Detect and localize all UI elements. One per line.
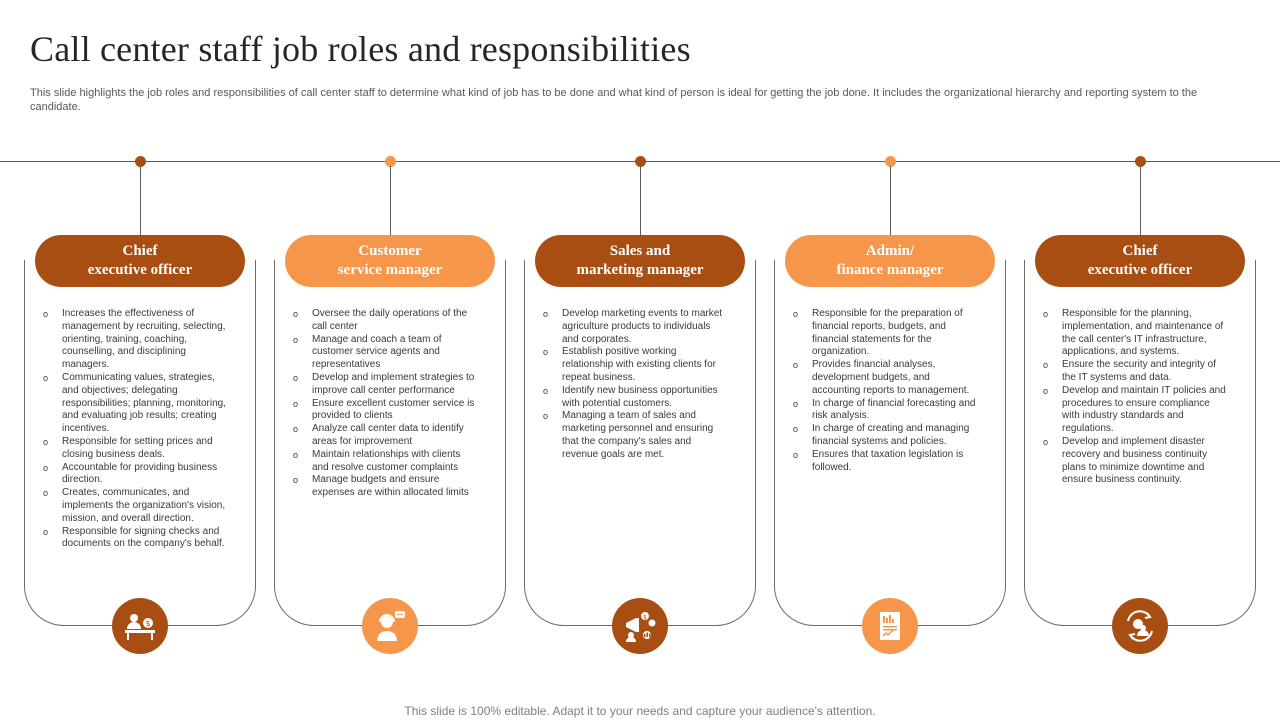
responsibility-item	[542, 308, 728, 346]
responsibility-text: Ensures that taxation legislation is followed.	[812, 448, 964, 473]
bullet-icon: o	[43, 462, 49, 473]
responsibility-item	[292, 474, 478, 500]
responsibility-item	[292, 449, 478, 475]
responsibility-item	[542, 410, 728, 461]
responsibility-text: Increases the effectiveness of management by recruiting, selecting, orienting, training, coaching, counselling, and disciplining managers.	[62, 308, 226, 371]
page-subtitle: This slide highlights the job roles and responsibilities of call center staff to determine what kind of job has to be done and what kind of person is ideal for getting the job done. It includes the organizational hierarchy and reporting system to the candidate.	[30, 87, 1198, 113]
bullet-icon: o	[293, 372, 299, 383]
responsibility-text: Managing a team of sales and marketing personnel and ensuring that the company's sales and revenue goals are met.	[562, 410, 714, 460]
svg-text:$: $	[643, 614, 647, 621]
timeline-connector	[390, 166, 391, 236]
responsibility-item	[792, 308, 978, 359]
bullet-icon: o	[43, 372, 49, 383]
svg-text:$: $	[145, 619, 151, 628]
responsibility-text: Creates, communicates, and implements the organization's vision, mission, and overall direction.	[62, 487, 226, 524]
bullet-icon: o	[293, 449, 299, 460]
responsibility-text: Analyze call center data to identify areas for improvement	[312, 423, 464, 447]
bullet-icon: o	[293, 334, 299, 345]
responsibility-text: Responsible for the planning, implementation, and maintenance of the call center's IT infrastructure, applications, and systems.	[1062, 308, 1224, 358]
bullet-icon: o	[293, 475, 299, 486]
role-title: Sales and marketing manager	[535, 235, 745, 287]
responsibility-item	[792, 449, 978, 475]
bullet-icon: o	[43, 436, 49, 447]
bullet-icon: o	[1043, 385, 1049, 396]
responsibility-text: Responsible for the preparation of financial reports, budgets, and financial statements for the organization.	[812, 308, 963, 358]
bullet-icon: o	[793, 309, 799, 319]
bullet-icon: o	[293, 309, 299, 319]
responsibility-list	[792, 308, 978, 474]
responsibility-text: Maintain relationships with clients and resolve customer complaints	[312, 448, 461, 473]
bullet-icon: o	[543, 347, 549, 358]
marketing-megaphone-icon	[612, 598, 668, 654]
bullet-icon: o	[543, 411, 549, 422]
bullet-icon: o	[293, 424, 299, 435]
responsibility-item	[42, 526, 228, 552]
bullet-icon: o	[43, 488, 49, 499]
bullet-icon: o	[1043, 360, 1049, 371]
role-title: Customer service manager	[285, 235, 495, 287]
responsibility-text: Develop marketing events to market agriculture products to individuals and corporates.	[562, 308, 723, 345]
responsibility-item	[42, 462, 228, 488]
responsibility-item	[292, 398, 478, 424]
timeline-connector	[890, 166, 891, 236]
role-title: Chief executive officer	[1035, 235, 1245, 287]
responsibility-item	[42, 487, 228, 525]
user-gear-icon	[1112, 598, 1168, 654]
responsibility-text: Ensure the security and integrity of the IT systems and data.	[1062, 359, 1216, 383]
responsibility-item	[292, 423, 478, 449]
timeline-connector	[140, 166, 141, 236]
responsibility-text: Responsible for signing checks and documents on the company's behalf.	[62, 525, 225, 550]
bullet-icon: o	[1043, 309, 1049, 319]
responsibility-text: Manage and coach a team of customer service agents and representatives	[312, 333, 442, 371]
bullet-icon: o	[793, 360, 799, 371]
page-title: Call center staff job roles and responsibilities	[30, 29, 691, 69]
responsibility-item	[792, 423, 978, 449]
responsibility-text: Ensure excellent customer service is provided to clients	[312, 397, 475, 422]
responsibility-text: Responsible for setting prices and closing business deals.	[62, 435, 213, 460]
bullet-icon: o	[293, 398, 299, 409]
bullet-icon: o	[543, 309, 549, 319]
bullet-icon: o	[793, 398, 799, 409]
responsibility-text: Oversee the daily operations of the call center	[312, 308, 468, 332]
bullet-icon: o	[43, 526, 49, 537]
responsibility-text: Develop and maintain IT policies and procedures to ensure compliance with industry standards and regulations.	[1062, 384, 1226, 435]
responsibility-item	[542, 346, 728, 384]
responsibility-item	[42, 372, 228, 436]
responsibility-item	[1042, 436, 1228, 487]
responsibility-item	[792, 359, 978, 397]
responsibility-item	[542, 385, 728, 411]
responsibility-text: Develop and implement strategies to improve call center performance	[312, 371, 475, 396]
responsibility-item	[1042, 308, 1228, 359]
responsibility-text: Accountable for providing business direction.	[62, 461, 218, 486]
footer-note: This slide is 100% editable. Adapt it to your needs and capture your audience's attention.	[404, 704, 876, 718]
bullet-icon: o	[793, 449, 799, 460]
responsibility-text: Provides financial analyses, development budgets, and accounting reports to management.	[812, 359, 970, 396]
responsibility-list	[292, 308, 478, 500]
responsibility-item	[292, 334, 478, 372]
bullet-icon: o	[793, 424, 799, 435]
responsibility-text: In charge of financial forecasting and risk analysis.	[812, 397, 976, 422]
responsibility-item	[42, 436, 228, 462]
role-title: Chief executive officer	[35, 235, 245, 287]
responsibility-item	[792, 398, 978, 424]
responsibility-item	[1042, 359, 1228, 385]
support-agent-icon	[362, 598, 418, 654]
bullet-icon: o	[43, 309, 49, 319]
responsibility-text: Manage budgets and ensure expenses are within allocated limits	[312, 474, 469, 499]
responsibility-text: Establish positive working relationship with existing clients for repeat business.	[562, 346, 716, 383]
responsibility-text: Identify new business opportunities with potential customers.	[562, 384, 718, 409]
responsibility-item	[292, 308, 478, 334]
finance-report-icon	[862, 598, 918, 654]
responsibility-item	[1042, 385, 1228, 436]
role-title: Admin/ finance manager	[785, 235, 995, 287]
responsibility-list	[42, 308, 228, 551]
timeline-connector	[640, 166, 641, 236]
responsibility-list	[1042, 308, 1228, 487]
responsibility-text: In charge of creating and managing financial systems and policies.	[812, 423, 970, 447]
timeline-connector	[1140, 166, 1141, 236]
executive-desk-icon	[112, 598, 168, 654]
responsibility-list	[542, 308, 728, 462]
responsibility-text: Develop and implement disaster recovery and business continuity plans to minimize downtime and ensure business continuity.	[1062, 435, 1208, 486]
responsibility-item	[42, 308, 228, 372]
bullet-icon: o	[1043, 436, 1049, 447]
bullet-icon: o	[543, 385, 549, 396]
responsibility-item	[292, 372, 478, 398]
responsibility-text: Communicating values, strategies, and objectives; delegating responsibilities; planning, monitoring, and evaluating job results; creating incentives.	[62, 371, 226, 435]
